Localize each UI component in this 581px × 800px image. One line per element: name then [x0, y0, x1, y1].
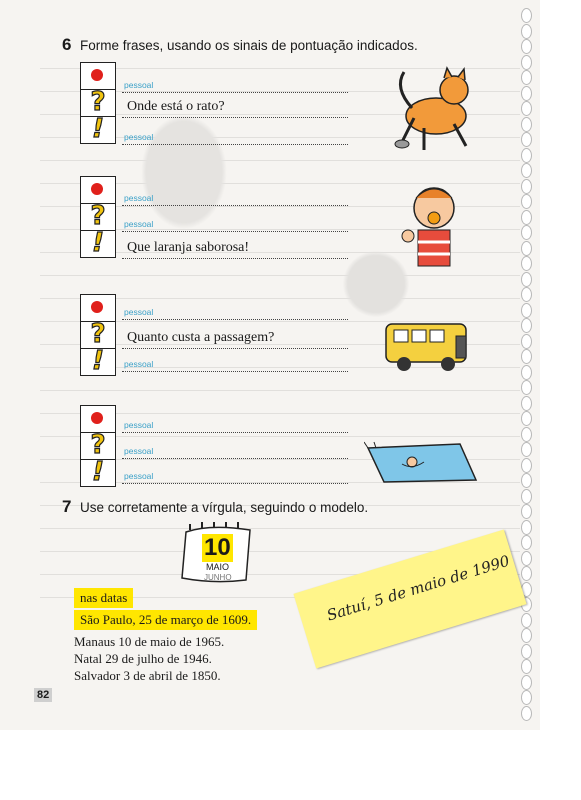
answer-line[interactable] [122, 483, 348, 484]
answer-line[interactable] [122, 205, 348, 206]
answer-line[interactable] [122, 432, 348, 433]
answer-line[interactable] [122, 117, 348, 118]
binding-ring [521, 24, 532, 39]
question-6-instruction: Forme frases, usando os sinais de pontuação indicados. [80, 38, 418, 53]
handwritten-date: Satuí, 5 de maio de 1990 [324, 551, 512, 625]
period-icon [91, 183, 103, 195]
swimming-pool-illustration [364, 440, 480, 486]
answer-tag: pessoal [124, 132, 154, 142]
binding-ring [521, 303, 532, 318]
binding-ring [521, 690, 532, 705]
punctuation-box-3 [80, 294, 116, 376]
binding-ring [521, 225, 532, 240]
binding-ring [521, 365, 532, 380]
answer-sentence: Que laranja saborosa! [127, 240, 250, 255]
binding-ring [521, 334, 532, 349]
answer-line[interactable] [122, 458, 348, 459]
page-number: 82 [34, 688, 52, 702]
answer-tag: pessoal [124, 420, 154, 430]
answer-line[interactable] [122, 258, 348, 259]
binding-ring [521, 566, 532, 581]
question-7-instruction: Use corretamente a vírgula, seguindo o modelo. [80, 500, 369, 515]
binding-ring [521, 628, 532, 643]
binding-ring [521, 39, 532, 54]
exclamation-mark-icon: ! [92, 346, 104, 376]
binding-ring [521, 179, 532, 194]
comma-exercise-1: Manaus 10 de maio de 1965. [74, 634, 225, 649]
question-mark-icon: ? [90, 87, 106, 117]
comma-exercise-2: Natal 29 de julho de 1946. [74, 651, 212, 666]
question-mark-icon: ? [90, 430, 106, 460]
answer-tag: pessoal [124, 446, 154, 456]
binding-ring [521, 8, 532, 23]
answer-tag: pessoal [124, 193, 154, 203]
binding-ring [521, 380, 532, 395]
binding-ring [521, 318, 532, 333]
binding-ring [521, 411, 532, 426]
binding-ring [521, 256, 532, 271]
exclamation-mark-icon: ! [92, 228, 104, 258]
question-7-number: 7 [62, 497, 72, 516]
binding-ring [521, 504, 532, 519]
binding-ring [521, 427, 532, 442]
answer-line[interactable] [122, 92, 348, 93]
binding-ring [521, 396, 532, 411]
answer-line[interactable] [122, 144, 348, 145]
punctuation-box-1 [80, 62, 116, 144]
binding-ring [521, 163, 532, 178]
calendar-day: 10 [204, 534, 231, 561]
binding-ring [521, 473, 532, 488]
answer-line[interactable] [122, 371, 348, 372]
answer-tag: pessoal [124, 80, 154, 90]
binding-ring [521, 70, 532, 85]
binding-ring [521, 86, 532, 101]
period-icon [91, 69, 103, 81]
cat-chasing-mouse-illustration [384, 58, 478, 158]
binding-ring [521, 194, 532, 209]
binding-ring [521, 520, 532, 535]
binding-ring [521, 644, 532, 659]
binding-ring [521, 551, 532, 566]
binding-ring [521, 675, 532, 690]
spiral-binding [521, 0, 535, 720]
bus-illustration [382, 318, 478, 376]
answer-tag: pessoal [124, 359, 154, 369]
exclamation-mark-icon: ! [92, 457, 104, 487]
answer-line[interactable] [122, 231, 348, 232]
answer-tag: pessoal [124, 219, 154, 229]
answer-tag: pessoal [124, 471, 154, 481]
binding-ring [521, 535, 532, 550]
period-icon [91, 301, 103, 313]
answer-line[interactable] [122, 348, 348, 349]
answer-sentence: Quanto custa a passagem? [127, 330, 275, 345]
binding-ring [521, 117, 532, 132]
question-mark-icon: ? [90, 319, 106, 349]
punctuation-box-4 [80, 405, 116, 487]
binding-ring [521, 272, 532, 287]
boy-eating-orange-illustration [398, 180, 466, 272]
exclamation-mark-icon: ! [92, 114, 104, 144]
binding-ring [521, 458, 532, 473]
binding-ring [521, 442, 532, 457]
period-icon [91, 412, 103, 424]
answer-sentence: Onde está o rato? [127, 99, 225, 114]
model-label: nas datas [74, 588, 133, 608]
model-example: São Paulo, 25 de março de 1609. [74, 610, 257, 630]
binding-ring [521, 349, 532, 364]
question-6-number: 6 [62, 35, 72, 54]
answer-line[interactable] [122, 319, 348, 320]
punctuation-box-2 [80, 176, 116, 258]
binding-ring [521, 613, 532, 628]
binding-ring [521, 148, 532, 163]
question-mark-icon: ? [90, 201, 106, 231]
binding-ring [521, 210, 532, 225]
binding-ring [521, 55, 532, 70]
binding-ring [521, 706, 532, 721]
binding-ring [521, 132, 532, 147]
binding-ring [521, 241, 532, 256]
answer-tag: pessoal [124, 307, 154, 317]
calendar-month: MAIO [206, 562, 230, 572]
calendar-illustration [180, 522, 258, 586]
binding-ring [521, 101, 532, 116]
comma-exercise-3: Salvador 3 de abril de 1850. [74, 668, 221, 683]
calendar-next-month: JUNHO [204, 573, 232, 582]
binding-ring [521, 287, 532, 302]
binding-ring [521, 489, 532, 504]
binding-ring [521, 659, 532, 674]
